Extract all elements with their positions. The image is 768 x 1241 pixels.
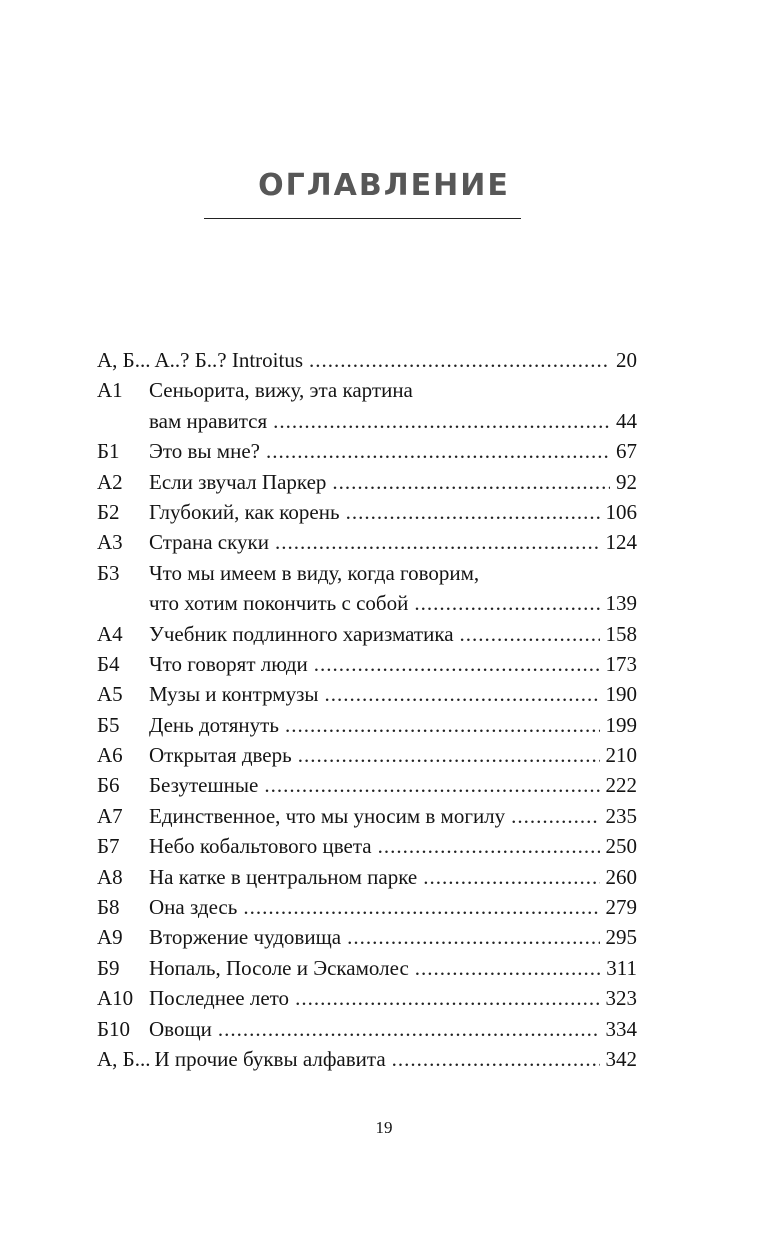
toc-entry-code: Б2 — [97, 499, 120, 524]
toc-entry-code: А5 — [97, 682, 123, 707]
toc-entry-code: А9 — [97, 925, 123, 950]
toc-entry[interactable] — [97, 375, 637, 436]
dot-leader — [275, 527, 600, 557]
toc-entry-page: 124 — [605, 530, 637, 555]
toc-entry-title-continued: что хотим покончить с собой — [149, 591, 409, 616]
dot-leader — [347, 922, 599, 952]
toc-entry-title: Безутешные — [149, 773, 259, 798]
toc-entry-code: А10 — [97, 986, 134, 1011]
toc-entry-title: Она здесь — [149, 895, 238, 920]
toc-entry-title: Последнее лето — [149, 986, 290, 1011]
dot-leader — [332, 467, 610, 497]
toc-entry-page: 235 — [605, 803, 637, 828]
dot-leader — [415, 953, 600, 983]
toc-entry-title: Это вы мне? — [149, 439, 260, 464]
toc-entry-code: А7 — [97, 803, 123, 828]
toc-entry-code: А, Б... — [97, 1046, 151, 1071]
toc-entry-title: А..? Б..? Introitus — [154, 348, 304, 372]
toc-entry-code: А, Б... — [97, 348, 151, 372]
toc-entry-code: Б3 — [97, 560, 120, 585]
toc-entry-title: Если звучал Паркер — [149, 469, 327, 494]
toc-entry[interactable] — [97, 619, 637, 649]
toc-entry-title-continued: вам нравится — [149, 408, 268, 433]
toc-entry-page: 190 — [605, 682, 637, 707]
toc-entry-title: Нопаль, Посоле и Эскамолес — [149, 955, 409, 980]
toc-entry-page: 139 — [605, 591, 637, 616]
toc-entry-title: Единственное, что мы уносим в могилу — [149, 803, 506, 828]
toc-entry-page: 158 — [605, 621, 637, 646]
toc-entry-code: А2 — [97, 469, 123, 494]
toc-entry-title: Учебник подлинного харизматика — [149, 621, 454, 646]
toc-entry-code: Б1 — [97, 439, 120, 464]
toc-entry-page: 173 — [605, 651, 637, 676]
toc-entry[interactable] — [97, 679, 637, 709]
toc-entry-code: А8 — [97, 864, 123, 889]
dot-leader — [243, 892, 599, 922]
dot-leader — [273, 406, 610, 436]
dot-leader — [285, 710, 600, 740]
toc-entry[interactable] — [97, 770, 637, 800]
toc-entry-code: Б4 — [97, 651, 120, 676]
dot-leader — [414, 588, 599, 618]
toc-entry-code: Б7 — [97, 834, 120, 859]
toc-entry-code: Б9 — [97, 955, 120, 980]
page-number: 19 — [375, 1118, 393, 1137]
toc-entry-title: Открытая дверь — [149, 743, 292, 768]
toc-entry-page: 334 — [605, 1016, 637, 1041]
toc-entry-page: 199 — [605, 712, 637, 737]
dot-leader — [392, 1044, 600, 1074]
dot-leader — [309, 345, 610, 375]
toc-entry[interactable] — [97, 983, 637, 1013]
toc-entry-title: Вторжение чудовища — [149, 925, 342, 950]
toc-entry-title: Овощи — [149, 1016, 212, 1041]
toc-entry-code: Б5 — [97, 712, 120, 737]
toc-entry[interactable] — [97, 710, 637, 740]
dot-leader — [266, 436, 610, 466]
toc-entry-page: 20 — [616, 348, 637, 372]
toc-entry-code: Б10 — [97, 1016, 131, 1041]
toc-entry[interactable] — [97, 527, 637, 557]
toc-entry-page: 222 — [605, 773, 637, 798]
toc-entry[interactable] — [97, 649, 637, 679]
toc-entry[interactable] — [97, 1014, 637, 1044]
toc-entry[interactable] — [97, 436, 637, 466]
dot-leader — [298, 740, 600, 770]
toc-entry[interactable] — [97, 740, 637, 770]
dot-leader — [218, 1014, 600, 1044]
table-of-contents — [97, 345, 637, 1074]
dot-leader — [264, 770, 599, 800]
toc-entry-title: Что говорят люди — [149, 651, 308, 676]
toc-entry-title: Страна скуки — [149, 530, 269, 555]
toc-entry[interactable] — [97, 467, 637, 497]
toc-entry-page: 92 — [616, 469, 637, 494]
toc-entry-title: День дотянуть — [149, 712, 279, 737]
toc-entry[interactable] — [97, 953, 637, 983]
title-underline — [204, 218, 521, 219]
toc-entry-code: Б6 — [97, 773, 120, 798]
toc-entry[interactable] — [97, 831, 637, 861]
toc-entry[interactable] — [97, 892, 637, 922]
dot-leader — [295, 983, 599, 1013]
toc-entry-title: Музы и контрмузы — [149, 682, 319, 707]
toc-entry[interactable] — [97, 1044, 637, 1074]
dot-leader — [511, 801, 599, 831]
toc-entry-page: 250 — [605, 834, 637, 859]
toc-entry-title: Небо кобальтового цвета — [149, 834, 372, 859]
toc-entry-page: 210 — [605, 743, 637, 768]
dot-leader — [378, 831, 600, 861]
toc-entry-page: 67 — [616, 439, 637, 464]
toc-entry[interactable] — [97, 558, 637, 619]
toc-entry[interactable] — [97, 801, 637, 831]
toc-entry-code: А6 — [97, 743, 123, 768]
toc-entry-title: И прочие буквы алфавита — [154, 1046, 386, 1071]
dot-leader — [460, 619, 600, 649]
toc-entry-page: 311 — [606, 955, 637, 980]
toc-entry[interactable] — [97, 922, 637, 952]
toc-entry-code: А3 — [97, 530, 123, 555]
toc-entry-code: А1 — [97, 378, 123, 403]
toc-entry-page: 295 — [605, 925, 637, 950]
toc-entry-code: Б8 — [97, 895, 120, 920]
page-title: ОГЛАВЛЕНИЕ — [258, 168, 510, 203]
dot-leader — [324, 679, 599, 709]
toc-entry[interactable] — [97, 862, 637, 892]
toc-entry-page: 323 — [605, 986, 637, 1011]
toc-entry-code: А4 — [97, 621, 123, 646]
toc-entry-page: 279 — [605, 895, 637, 920]
toc-entry-title: Глубокий, как корень — [149, 499, 340, 524]
toc-entry[interactable] — [97, 497, 637, 527]
dot-leader — [314, 649, 600, 679]
toc-entry-title: Что мы имеем в виду, когда говорим, — [149, 560, 480, 585]
toc-entry-page: 106 — [605, 499, 637, 524]
toc-entry-page: 260 — [605, 864, 637, 889]
toc-entry-title: Сеньорита, вижу, эта картина — [149, 378, 413, 403]
dot-leader — [346, 497, 600, 527]
toc-entry[interactable] — [97, 345, 637, 375]
toc-entry-page: 44 — [616, 408, 637, 433]
toc-entry-page: 342 — [605, 1046, 637, 1071]
dot-leader — [423, 862, 599, 892]
toc-entry-title: На катке в центральном парке — [149, 864, 418, 889]
